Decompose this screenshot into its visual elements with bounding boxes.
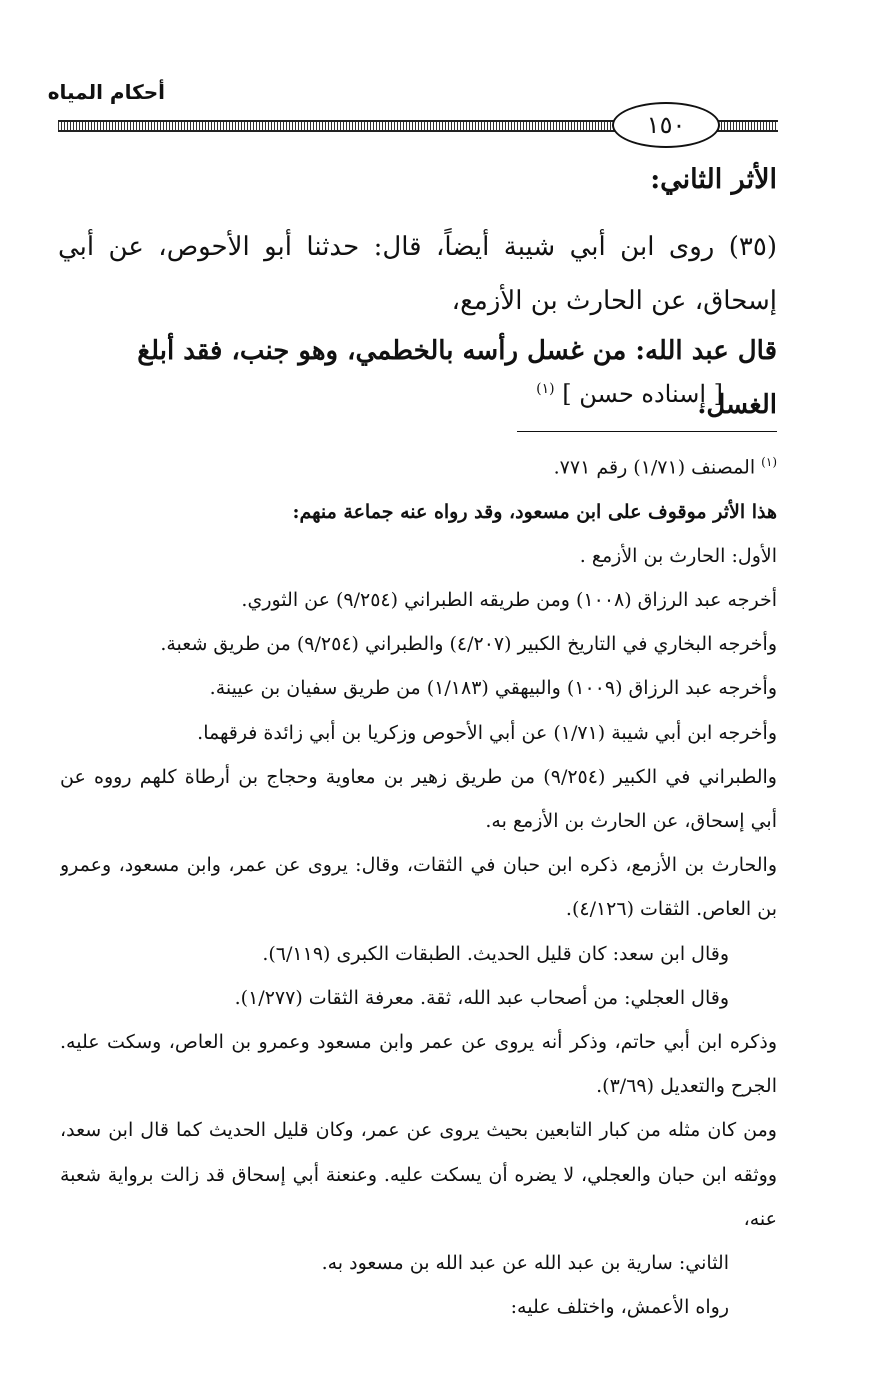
section-heading: الأثر الثاني: — [650, 164, 777, 195]
footnote-line: الثاني: سارية بن عبد الله عن عبد الله بن مسعود به. — [321, 1251, 729, 1274]
grading-line — [536, 380, 723, 408]
running-title: أحكام المياه — [47, 80, 165, 104]
footnote-line: الأول: الحارث بن الأزمع . — [579, 544, 777, 567]
footnote-marker: (١) — [761, 455, 777, 469]
footnote-line: وذكره ابن أبي حاتم، وذكر أنه يروى عن عمر وابن مسعود وعمرو بن العاص، وسكت عليه. الجرح والتعديل (٣/٦٩). — [60, 1030, 777, 1098]
footnote-line: هذا الأثر موقوف على ابن مسعود، وقد رواه عنه جماعة منهم: — [292, 500, 777, 523]
footnote-line: رواه الأعمش، واختلف عليه: — [510, 1296, 729, 1319]
footnote-line: وقال ابن سعد: كان قليل الحديث. الطبقات الكبرى (٦/١١٩). — [262, 942, 729, 965]
footnote-line: ومن كان مثله من كبار التابعين بحيث يروى عن عمر، وكان قليل الحديث كما قال ابن سعد، ووثقه ابن حبان والعجلي، لا يضره أن يسكت عليه. وعنعنة أبي إسحاق قد زالت برواية شعبة عنه، — [60, 1119, 777, 1230]
footnote-line: أخرجه عبد الرزاق (١٠٠٨) ومن طريقه الطبراني (٩/٢٥٤) عن الثوري. — [241, 588, 777, 611]
grading-text: [ إسناده حسن ] — [562, 380, 723, 408]
narration-paragraph: (٣٥) روى ابن أبي شيبة أيضاً، قال: حدثنا أبو الأحوص، عن أبي إسحاق، عن الحارث بن الأزمع، — [58, 232, 777, 316]
footnote-line: وأخرجه ابن أبي شيبة (١/٧١) عن أبي الأحوص وزكريا بن أبي زائدة فرقهما. — [197, 721, 777, 744]
footnote-divider — [517, 431, 777, 432]
footnote-line: والطبراني في الكبير (٩/٢٥٤) من طريق زهير بن معاوية وحجاج بن أرطاة كلهم رووه عن أبي إسحاق، عن الحارث بن الأزمع به. — [60, 765, 777, 832]
footnote-line: $^{(١)}$ المصنف (١/٧١) رقم ٧٧١. — [553, 455, 777, 479]
footnote-line: وأخرجه عبد الرزاق (١٠٠٩) والبيهقي (١/١٨٣) من طريق سفيان بن عيينة. — [209, 677, 777, 700]
footnote-line: وقال العجلي: من أصحاب عبد الله، ثقة. معرفة الثقات (١/٢٧٧). — [234, 986, 729, 1009]
footnote-line: والحارث بن الأزمع، ذكره ابن حبان في الثقات، وقال: يروى عن عمر، وابن مسعود، وعمرو بن العاص. الثقات (٤/١٢٦). — [60, 854, 777, 921]
footnotes — [60, 440, 777, 1329]
footnote-line: وأخرجه البخاري في التاريخ الكبير (٤/٢٠٧) والطبراني (٩/٢٥٤) من طريق شعبة. — [160, 633, 777, 656]
athar-text: قال عبد الله: من غسل رأسه بالخطمي، وهو جنب، فقد أبلغ الغسل. — [137, 336, 777, 420]
footnote-reference[interactable]: (١) — [536, 381, 555, 397]
page-number: ١٥٠ — [612, 102, 720, 148]
